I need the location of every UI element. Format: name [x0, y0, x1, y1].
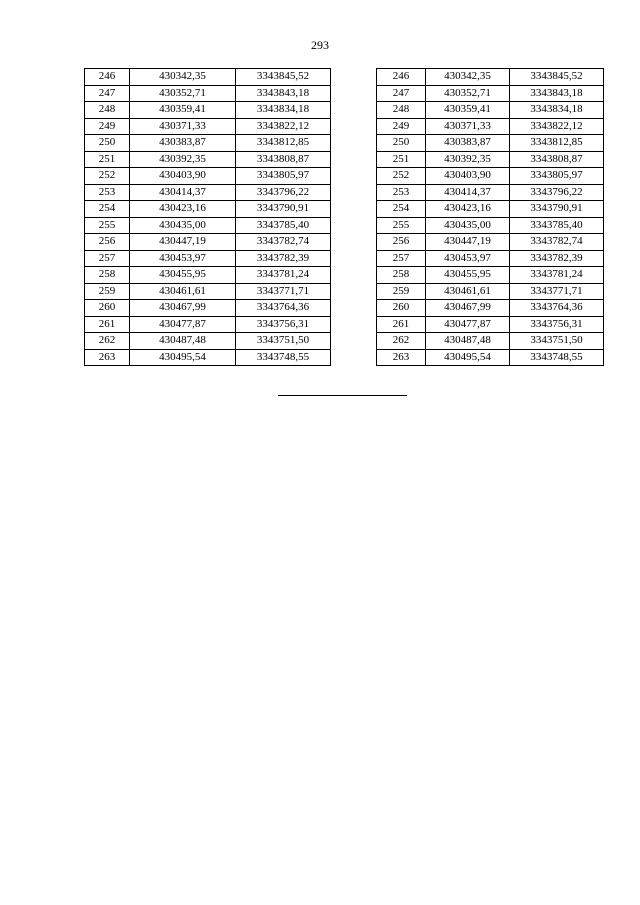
x-coordinate-cell: 430383,87 — [426, 135, 510, 152]
x-coordinate-cell: 430342,35 — [426, 69, 510, 86]
y-coordinate-cell: 3343785,40 — [510, 217, 604, 234]
point-number-cell: 263 — [85, 349, 130, 366]
y-coordinate-cell: 3343751,50 — [236, 333, 331, 350]
x-coordinate-cell: 430392,35 — [130, 151, 236, 168]
y-coordinate-cell: 3343845,52 — [236, 69, 331, 86]
y-coordinate-cell: 3343748,55 — [510, 349, 604, 366]
table-row — [85, 333, 331, 350]
x-coordinate-cell: 430403,90 — [130, 168, 236, 185]
y-coordinate-cell: 3343834,18 — [510, 102, 604, 119]
y-coordinate-cell: 3343756,31 — [510, 316, 604, 333]
y-coordinate-cell: 3343805,97 — [510, 168, 604, 185]
y-coordinate-cell: 3343796,22 — [236, 184, 331, 201]
point-number-cell: 252 — [377, 168, 426, 185]
y-coordinate-cell: 3343771,71 — [236, 283, 331, 300]
point-number-cell: 253 — [377, 184, 426, 201]
table-row — [85, 283, 331, 300]
point-number-cell: 262 — [377, 333, 426, 350]
y-coordinate-cell: 3343796,22 — [510, 184, 604, 201]
table-row — [85, 267, 331, 284]
point-number-cell: 248 — [85, 102, 130, 119]
table-row — [85, 300, 331, 317]
point-number-cell: 247 — [377, 85, 426, 102]
x-coordinate-cell: 430447,19 — [130, 234, 236, 251]
x-coordinate-cell: 430392,35 — [426, 151, 510, 168]
y-coordinate-cell: 3343771,71 — [510, 283, 604, 300]
x-coordinate-cell: 430435,00 — [426, 217, 510, 234]
x-coordinate-cell: 430342,35 — [130, 69, 236, 86]
x-coordinate-cell: 430495,54 — [130, 349, 236, 366]
coordinate-table-body — [377, 69, 604, 366]
y-coordinate-cell: 3343782,74 — [236, 234, 331, 251]
point-number-cell: 263 — [377, 349, 426, 366]
y-coordinate-cell: 3343790,91 — [510, 201, 604, 218]
y-coordinate-cell: 3343822,12 — [236, 118, 331, 135]
point-number-cell: 254 — [85, 201, 130, 218]
point-number-cell: 251 — [85, 151, 130, 168]
y-coordinate-cell: 3343781,24 — [236, 267, 331, 284]
coordinate-table-body — [85, 69, 331, 366]
x-coordinate-cell: 430359,41 — [426, 102, 510, 119]
table-row — [85, 217, 331, 234]
point-number-cell: 261 — [377, 316, 426, 333]
y-coordinate-cell: 3343751,50 — [510, 333, 604, 350]
table-row — [85, 69, 331, 86]
table-row — [377, 316, 604, 333]
x-coordinate-cell: 430435,00 — [130, 217, 236, 234]
y-coordinate-cell: 3343812,85 — [510, 135, 604, 152]
point-number-cell: 258 — [85, 267, 130, 284]
table-row — [377, 267, 604, 284]
x-coordinate-cell: 430495,54 — [426, 349, 510, 366]
footer-rule — [278, 395, 407, 396]
x-coordinate-cell: 430477,87 — [426, 316, 510, 333]
table-row — [85, 151, 331, 168]
table-row — [377, 135, 604, 152]
table-row — [85, 201, 331, 218]
x-coordinate-cell: 430453,97 — [426, 250, 510, 267]
coordinate-table-left — [84, 68, 331, 366]
point-number-cell: 249 — [85, 118, 130, 135]
y-coordinate-cell: 3343822,12 — [510, 118, 604, 135]
table-row — [377, 102, 604, 119]
point-number-cell: 250 — [85, 135, 130, 152]
table-row — [85, 250, 331, 267]
point-number-cell: 256 — [377, 234, 426, 251]
x-coordinate-cell: 430447,19 — [426, 234, 510, 251]
point-number-cell: 255 — [85, 217, 130, 234]
y-coordinate-cell: 3343782,74 — [510, 234, 604, 251]
table-row — [85, 234, 331, 251]
x-coordinate-cell: 430371,33 — [426, 118, 510, 135]
table-row — [377, 349, 604, 366]
x-coordinate-cell: 430467,99 — [130, 300, 236, 317]
y-coordinate-cell: 3343790,91 — [236, 201, 331, 218]
point-number-cell: 252 — [85, 168, 130, 185]
x-coordinate-cell: 430455,95 — [426, 267, 510, 284]
page-number: 293 — [311, 38, 329, 52]
x-coordinate-cell: 430467,99 — [426, 300, 510, 317]
coordinate-table-right — [376, 68, 604, 366]
table-row — [377, 184, 604, 201]
table-row — [377, 118, 604, 135]
y-coordinate-cell: 3343808,87 — [236, 151, 331, 168]
y-coordinate-cell: 3343785,40 — [236, 217, 331, 234]
point-number-cell: 254 — [377, 201, 426, 218]
table-row — [85, 316, 331, 333]
y-coordinate-cell: 3343764,36 — [510, 300, 604, 317]
x-coordinate-cell: 430383,87 — [130, 135, 236, 152]
point-number-cell: 259 — [377, 283, 426, 300]
point-number-cell: 260 — [377, 300, 426, 317]
table-row — [85, 118, 331, 135]
point-number-cell: 260 — [85, 300, 130, 317]
y-coordinate-cell: 3343782,39 — [510, 250, 604, 267]
x-coordinate-cell: 430352,71 — [130, 85, 236, 102]
y-coordinate-cell: 3343781,24 — [510, 267, 604, 284]
x-coordinate-cell: 430359,41 — [130, 102, 236, 119]
point-number-cell: 261 — [85, 316, 130, 333]
table-row — [377, 151, 604, 168]
point-number-cell: 249 — [377, 118, 426, 135]
y-coordinate-cell: 3343805,97 — [236, 168, 331, 185]
point-number-cell: 253 — [85, 184, 130, 201]
table-row — [85, 135, 331, 152]
y-coordinate-cell: 3343764,36 — [236, 300, 331, 317]
table-row — [85, 168, 331, 185]
table-row — [377, 85, 604, 102]
point-number-cell: 257 — [377, 250, 426, 267]
point-number-cell: 251 — [377, 151, 426, 168]
table-row — [85, 349, 331, 366]
x-coordinate-cell: 430487,48 — [130, 333, 236, 350]
y-coordinate-cell: 3343748,55 — [236, 349, 331, 366]
table-row — [377, 201, 604, 218]
x-coordinate-cell: 430461,61 — [130, 283, 236, 300]
table-row — [377, 300, 604, 317]
point-number-cell: 257 — [85, 250, 130, 267]
point-number-cell: 255 — [377, 217, 426, 234]
table-row — [377, 250, 604, 267]
x-coordinate-cell: 430423,16 — [426, 201, 510, 218]
point-number-cell: 258 — [377, 267, 426, 284]
y-coordinate-cell: 3343756,31 — [236, 316, 331, 333]
y-coordinate-cell: 3343843,18 — [236, 85, 331, 102]
x-coordinate-cell: 430487,48 — [426, 333, 510, 350]
point-number-cell: 246 — [85, 69, 130, 86]
point-number-cell: 262 — [85, 333, 130, 350]
x-coordinate-cell: 430477,87 — [130, 316, 236, 333]
x-coordinate-cell: 430453,97 — [130, 250, 236, 267]
point-number-cell: 247 — [85, 85, 130, 102]
table-row — [377, 217, 604, 234]
table-row — [377, 333, 604, 350]
x-coordinate-cell: 430414,37 — [130, 184, 236, 201]
point-number-cell: 256 — [85, 234, 130, 251]
x-coordinate-cell: 430455,95 — [130, 267, 236, 284]
y-coordinate-cell: 3343845,52 — [510, 69, 604, 86]
x-coordinate-cell: 430461,61 — [426, 283, 510, 300]
x-coordinate-cell: 430414,37 — [426, 184, 510, 201]
point-number-cell: 250 — [377, 135, 426, 152]
y-coordinate-cell: 3343812,85 — [236, 135, 331, 152]
y-coordinate-cell: 3343808,87 — [510, 151, 604, 168]
y-coordinate-cell: 3343834,18 — [236, 102, 331, 119]
table-row — [377, 283, 604, 300]
table-row — [377, 69, 604, 86]
x-coordinate-cell: 430403,90 — [426, 168, 510, 185]
table-row — [85, 184, 331, 201]
x-coordinate-cell: 430352,71 — [426, 85, 510, 102]
point-number-cell: 248 — [377, 102, 426, 119]
table-row — [377, 234, 604, 251]
table-row — [85, 102, 331, 119]
table-row — [377, 168, 604, 185]
y-coordinate-cell: 3343843,18 — [510, 85, 604, 102]
y-coordinate-cell: 3343782,39 — [236, 250, 331, 267]
x-coordinate-cell: 430371,33 — [130, 118, 236, 135]
point-number-cell: 246 — [377, 69, 426, 86]
point-number-cell: 259 — [85, 283, 130, 300]
x-coordinate-cell: 430423,16 — [130, 201, 236, 218]
table-row — [85, 85, 331, 102]
